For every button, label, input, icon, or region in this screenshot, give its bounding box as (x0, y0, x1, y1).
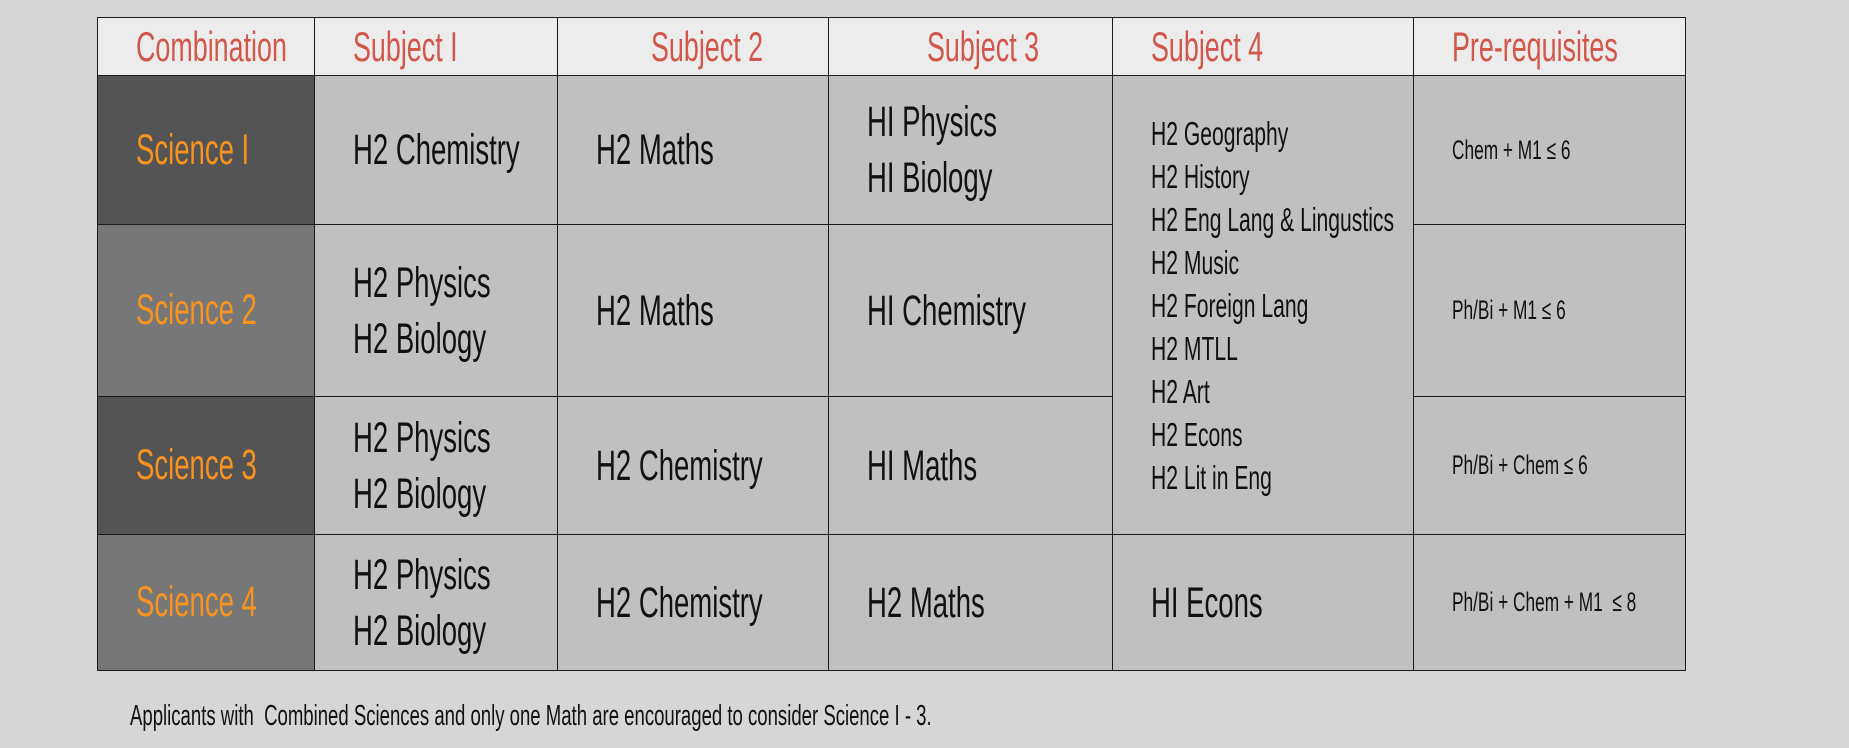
header-subject-1 (314, 17, 558, 76)
header-combination (97, 17, 315, 76)
subject4-option: H2 Eng Lang & Lingustics (1151, 200, 1395, 238)
subject3-cell (828, 224, 1113, 397)
subject4-option: H2 Geography (1151, 114, 1289, 152)
header-prerequisites (1413, 17, 1686, 76)
header-label: Subject I (353, 22, 458, 70)
header-label: Subject 3 (927, 22, 1040, 70)
subject2-cell (557, 396, 829, 535)
prerequisite-text: Ph/Bi + M1 ≤ 6 (1452, 295, 1566, 325)
prerequisite-cell (1413, 75, 1686, 225)
subject4-option: H2 Lit in Eng (1151, 458, 1272, 496)
subject2-cell (557, 534, 829, 671)
subject4-option: H2 MTLL (1151, 329, 1238, 367)
header-label: Pre-requisites (1452, 22, 1618, 70)
subject2-cell (557, 224, 829, 397)
subject4-shared-cell (1112, 75, 1414, 535)
subject-text: H2 Chemistry (596, 441, 763, 490)
subject-text: H2 Biology (353, 314, 487, 363)
subject-text: H2 Chemistry (353, 126, 520, 174)
subject1-cell (314, 224, 558, 397)
subject2-cell (557, 75, 829, 225)
subject-text: HI Physics (867, 98, 997, 146)
subject-text: H2 Physics (353, 413, 491, 462)
combination-label: Science 2 (136, 286, 257, 334)
combination-science-1 (97, 75, 315, 225)
subject1-cell (314, 396, 558, 535)
subject-text: H2 Biology (353, 606, 487, 655)
subject-text: H2 Physics (353, 550, 491, 599)
subject1-cell (314, 75, 558, 225)
subject1-cell (314, 534, 558, 671)
combination-label: Science I (136, 125, 250, 174)
subject4-option: H2 Foreign Lang (1151, 286, 1309, 324)
subject-text: H2 Chemistry (596, 578, 763, 627)
header-subject-4 (1112, 17, 1414, 76)
combination-label: Science 3 (136, 441, 257, 489)
subject-text: H2 Physics (353, 258, 491, 307)
prerequisite-text: Ph/Bi + Chem ≤ 6 (1452, 450, 1588, 480)
subject-text: H2 Maths (596, 286, 714, 335)
prerequisite-cell (1413, 534, 1686, 671)
subject4-option: H2 History (1151, 157, 1250, 195)
subject-text: H2 Maths (596, 126, 714, 174)
combination-label: Science 4 (136, 578, 257, 626)
header-label: Combination (136, 22, 287, 70)
header-subject-2 (557, 17, 829, 76)
subject4-option: H2 Art (1151, 372, 1210, 410)
header-subject-3 (828, 17, 1113, 76)
subject-text: HI Maths (867, 441, 978, 490)
header-label: Subject 4 (1151, 22, 1264, 70)
subject-text: HI Chemistry (867, 286, 1027, 335)
subject3-cell (828, 75, 1113, 225)
combination-science-2 (97, 224, 315, 397)
subject4-option: H2 Econs (1151, 415, 1243, 453)
prerequisite-cell (1413, 396, 1686, 535)
prerequisite-cell (1413, 224, 1686, 397)
subject-text: HI Biology (867, 154, 993, 202)
footer-note (130, 700, 1383, 733)
combination-science-3 (97, 396, 315, 535)
subject4-cell (1112, 534, 1414, 671)
prerequisite-text: Ph/Bi + Chem + M1 ≤ 8 (1452, 587, 1637, 617)
subject3-cell (828, 534, 1113, 671)
combination-science-4 (97, 534, 315, 671)
subject3-cell (828, 396, 1113, 535)
header-label: Subject 2 (651, 22, 764, 70)
subject-text: H2 Maths (867, 578, 985, 627)
subject-text: H2 Biology (353, 469, 487, 518)
subject4-option: H2 Music (1151, 243, 1240, 281)
prerequisite-text: Chem + M1 ≤ 6 (1452, 134, 1571, 165)
footer-text: Applicants with Combined Sciences and only one Math are encouraged to consider Science I - 3. (130, 700, 932, 732)
subject-text: HI Econs (1151, 578, 1263, 627)
